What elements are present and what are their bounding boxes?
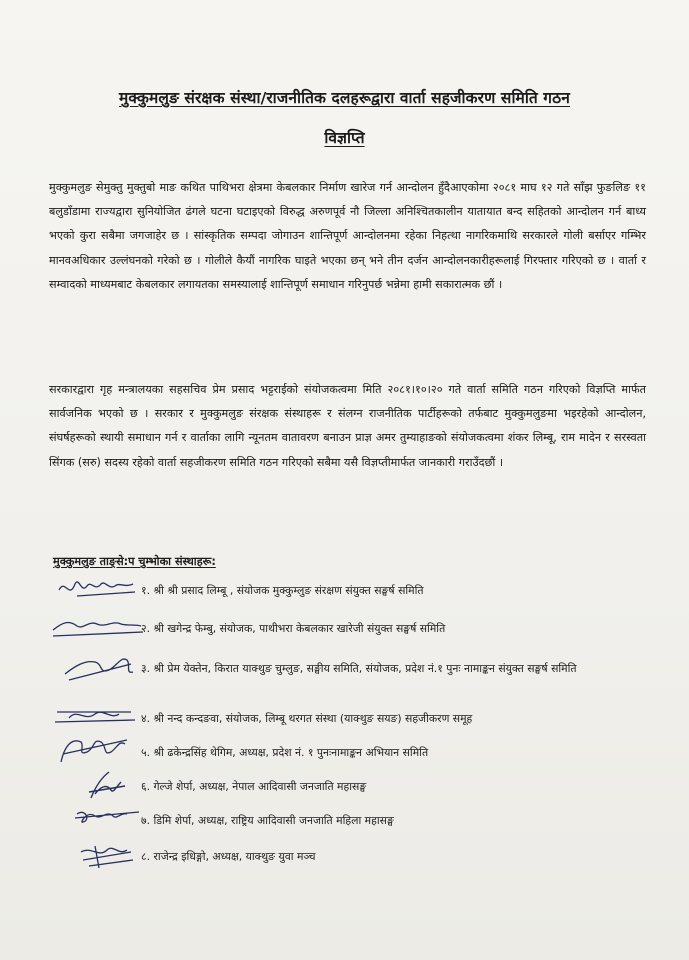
notice-subtitle: विज्ञप्ति bbox=[324, 129, 365, 147]
body-paragraph-2: सरकारद्वारा गृह मन्त्रालयका सहसचिव प्रेम प्रसाद भट्टराईको संयोजकत्वमा मिति २०८१।१०।२० गते वार्ता समिति गठन गरिएको विज्ञप्ति मार्फत सार्वजनिक भएको छ । सरकार र मुक्कुमलुङ संरक्षक संस्थाहरू र संलग्न राजनीतिक पार्टीहरूको तर्फबाट मुक्कुमलुङमा भइरहेको आन्दोलन, संघर्षहरूको स्थायी समाधान गर्न र वार्ताका लागि न्यूनतम वातावरण बनाउन प्राज्ञ अमर तुम्याहाङको संयोजकत्वमा शंकर लिम्बू, राम मादेन र सरस्वता सिंगक (सरु) सदस्य रहेको वार्ता सहजीकरण समिति गठन गरिएको सबैमा यसै विज्ञप्तीमार्फत जानकारी गराउँदछौं । bbox=[49, 383, 646, 469]
notice-title: मुक्कुमलुङ संरक्षक संस्था/राजनीतिक दलहरूद्वारा वार्ता सहजीकरण समिति गठन bbox=[119, 89, 570, 107]
signatory-row bbox=[55, 578, 655, 608]
signatory-row bbox=[55, 808, 655, 838]
signatory-text: १. श्री श्री प्रसाद लिम्बू , संयोजक मुक्कुम्लुङ संरक्षण संयुक्त सङ्घर्ष समिति bbox=[141, 584, 424, 597]
signatory-row bbox=[55, 706, 655, 736]
signatory-row bbox=[55, 740, 655, 770]
signatory-text: ८. राजेन्द्र इधिङ्गो, अध्यक्ष, याक्थुङ युवा मञ्च bbox=[141, 850, 316, 863]
signatory-row bbox=[55, 774, 655, 804]
signatory-text: ५. श्री ढकेन्द्रसिंह थेगिम, अध्यक्ष, प्रदेश नं. १ पुनःनामाङ्कन अभियान समिति bbox=[141, 746, 429, 759]
signatory-text: २. श्री खगेन्द्र फेम्बु, संयोजक, पाथीभरा केबलकार खारेजी संयुक्त सङ्घर्ष समिति bbox=[141, 622, 446, 635]
body-paragraph-1: मुक्कुमलुङ सेमुक्तु मुक्तुबो माङ कथित पाथिभरा क्षेत्रमा केबलकार निर्माण खारेज गर्न आन्दोलन हुँदैआएकोमा २०८१ माघ १२ गते साँझ फुङलिङ ११ बलुडाँडामा राज्यद्वारा सुनियोजित ढंगले घटना घटाइएको विरुद्ध अरुणपूर्व नौ जिल्ला अनिश्चितकालीन यातायात बन्द सहितको आन्दोलन गर्न बाध्य भएको कुरा सबैमा जगजाहेर छ । सांस्कृतिक सम्पदा जोगाउन शान्तिपूर्ण आन्दोलनमा रहेका निहत्था नागरिकमाथि सरकारले गोली बर्साएर गम्भिर मानवअधिकार उल्लंघनको गरेको छ । गोलीले कैयौं नागरिक घाइते भएका छन् भने तीन दर्जन आन्दोलनकारीहरूलाई गिरफ्तार गरिएको छ । वार्ता र सम्वादको माध्यमबाट केबलकार लगायतका समस्यालाई शान्तिपूर्ण समाधान गरिनुपर्छ भन्नेमा हामी सकारात्मक छौं । bbox=[49, 181, 646, 291]
signatories-heading: मुक्कुमलुङ ताङ्से:प चुम्भोका संस्थाहरू: bbox=[53, 555, 216, 568]
signatory-row bbox=[55, 656, 655, 686]
signatory-row bbox=[55, 616, 655, 646]
signatory-row bbox=[55, 844, 655, 874]
signatory-text: ३. श्री प्रेम येक्तेन, किरात याक्थुङ चुम्लुङ, सङ्घीय समिति, संयोजक, प्रदेश नं.१ पुनः नामाङ्कन संयुक्त सङ्घर्ष समिति bbox=[141, 662, 577, 675]
signatory-text: ४. श्री नन्द कन्दङवा, संयोजक, लिम्बू थरगत संस्था (याक्थुङ सयङ) सहजीकरण समूह bbox=[141, 712, 473, 725]
signatory-text: ७. डिमि शेर्पा, अध्यक्ष, राष्ट्रिय आदिवासी जनजाति महिला महासङ्घ bbox=[141, 814, 394, 827]
signatory-text: ६. गेल्जे शेर्पा, अध्यक्ष, नेपाल आदिवासी जनजाति महासङ्घ bbox=[141, 780, 367, 793]
